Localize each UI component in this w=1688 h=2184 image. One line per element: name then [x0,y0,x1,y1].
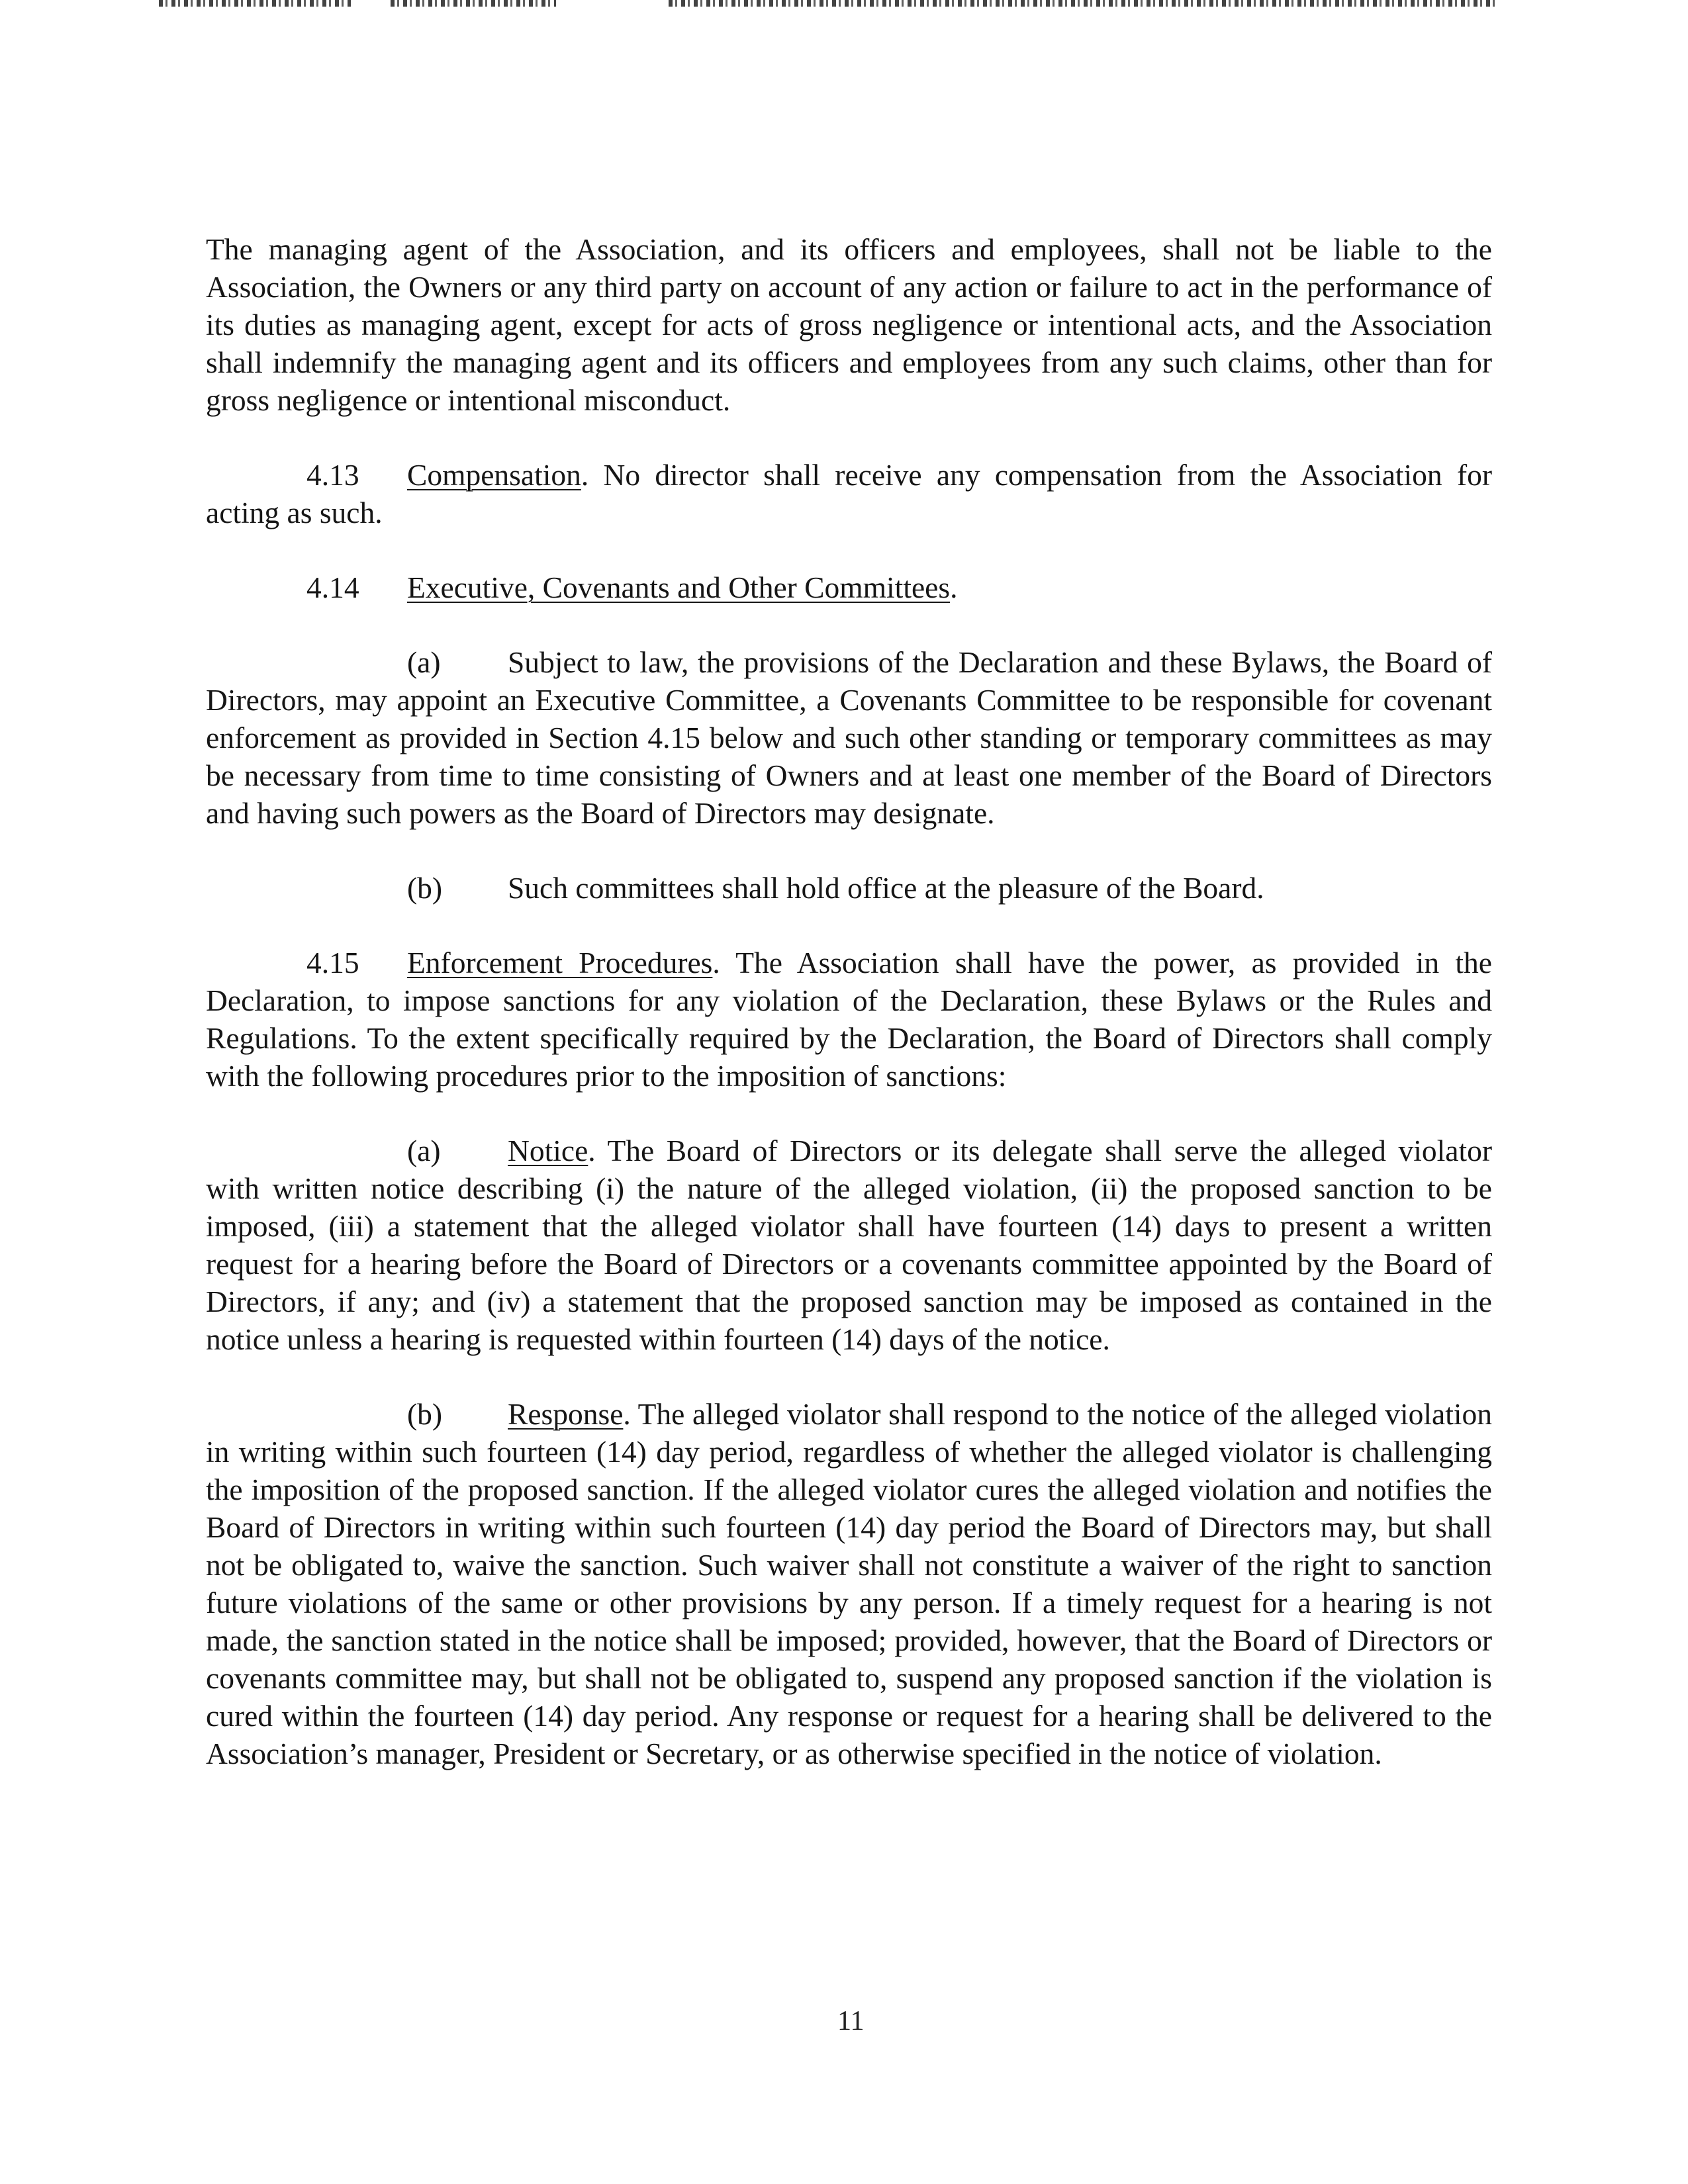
subsection-heading: Response [508,1397,624,1431]
subsection-body: Subject to law, the provisions of the Declaration and these Bylaws, the Board of Directors, may appoint an Executive Committee, a Covenants Committee to be responsible for covenant enforcement as provided in Section 4.15 below and such other standing or temporary committees as may be necessary from time to time consisting of Owners and at least one member of the Board of Directors and having such powers as the Board of Directors may designate. [206,645,1492,830]
section-4-15-b [206,1395,1492,1772]
section-heading-period: . [950,570,958,604]
section-4-15 [206,944,1492,1095]
subsection-label: (b) [407,871,443,905]
document-body [206,230,1492,1772]
subsection-body: . The Board of Directors or its delegate shall serve the alleged violator with written notice describing (i) the nature of the alleged violation, (ii) the proposed sanction to be imposed, (iii) a statement that the alleged violator shall have fourteen (14) days to present a written request for a hearing before the Board of Directors or a covenants committee appointed by the Board of Directors, if any; and (iv) a statement that the proposed sanction may be imposed as contained in the notice unless a hearing is requested within fourteen (14) days of the notice. [206,1134,1492,1356]
page-number: 11 [837,2006,865,2036]
section-heading: Enforcement Procedures [407,946,713,979]
subsection-body: . The alleged violator shall respond to the notice of the alleged violation in writing within such fourteen (14) day period, regardless of whether the alleged violator is challenging the imposition of the proposed sanction. If the alleged violator cures the alleged violation and notifies the Board of Directors in writing within such fourteen (14) day period the Board of Directors may, but shall not be obligated to, waive the sanction. Such waiver shall not constitute a waiver of the right to sanction future violations of the same or other provisions by any person. If a timely request for a hearing is not made, the sanction stated in the notice shall be imposed; provided, however, that the Board of Directors or covenants committee may, but shall not be obligated to, suspend any proposed sanction if the violation is cured within the fourteen (14) day period. Any response or request for a hearing shall be delivered to the Association’s manager, President or Secretary, or as otherwise specified in the notice of violation. [206,1397,1492,1770]
section-4-14 [206,569,1492,606]
subsection-label: (a) [407,645,441,679]
subsection-body: Such committees shall hold office at the pleasure of the Board. [508,871,1264,905]
section-heading: Compensation [407,458,581,492]
section-heading: Executive, Covenants and Other Committees [407,570,951,604]
section-4-14-b [206,869,1492,907]
section-number: 4.13 [306,458,359,492]
intro-paragraph: The managing agent of the Association, and its officers and employees, shall not be liable to the Association, the Owners or any third party on account of any action or failure to act in the performance of its duties as managing agent, except for acts of gross negligence or intentional acts, and the Association shall indemnify the managing agent and its officers and employees from any such claims, other than for gross negligence or intentional misconduct. [206,232,1492,417]
scan-artifact [391,0,556,7]
section-number: 4.15 [306,946,359,979]
subsection-label: (b) [407,1397,443,1431]
section-4-13 [206,456,1492,531]
scan-artifact [159,0,351,7]
section-body: . The Association shall have the power, as provided in the Declaration, to impose sanctions for any violation of the Declaration, these Bylaws or the Rules and Regulations. To the extent specifically required by the Declaration, the Board of Directors shall comply with the following procedures prior to the imposition of sanctions: [206,946,1492,1093]
scan-artifact [669,0,1496,7]
section-4-14-a [206,643,1492,832]
subsection-label: (a) [407,1134,441,1167]
subsection-heading: Notice [508,1134,588,1167]
section-body: . No director shall receive any compensation from the Association for acting as such. [206,458,1492,529]
section-4-15-a [206,1132,1492,1358]
section-number: 4.14 [306,570,359,604]
